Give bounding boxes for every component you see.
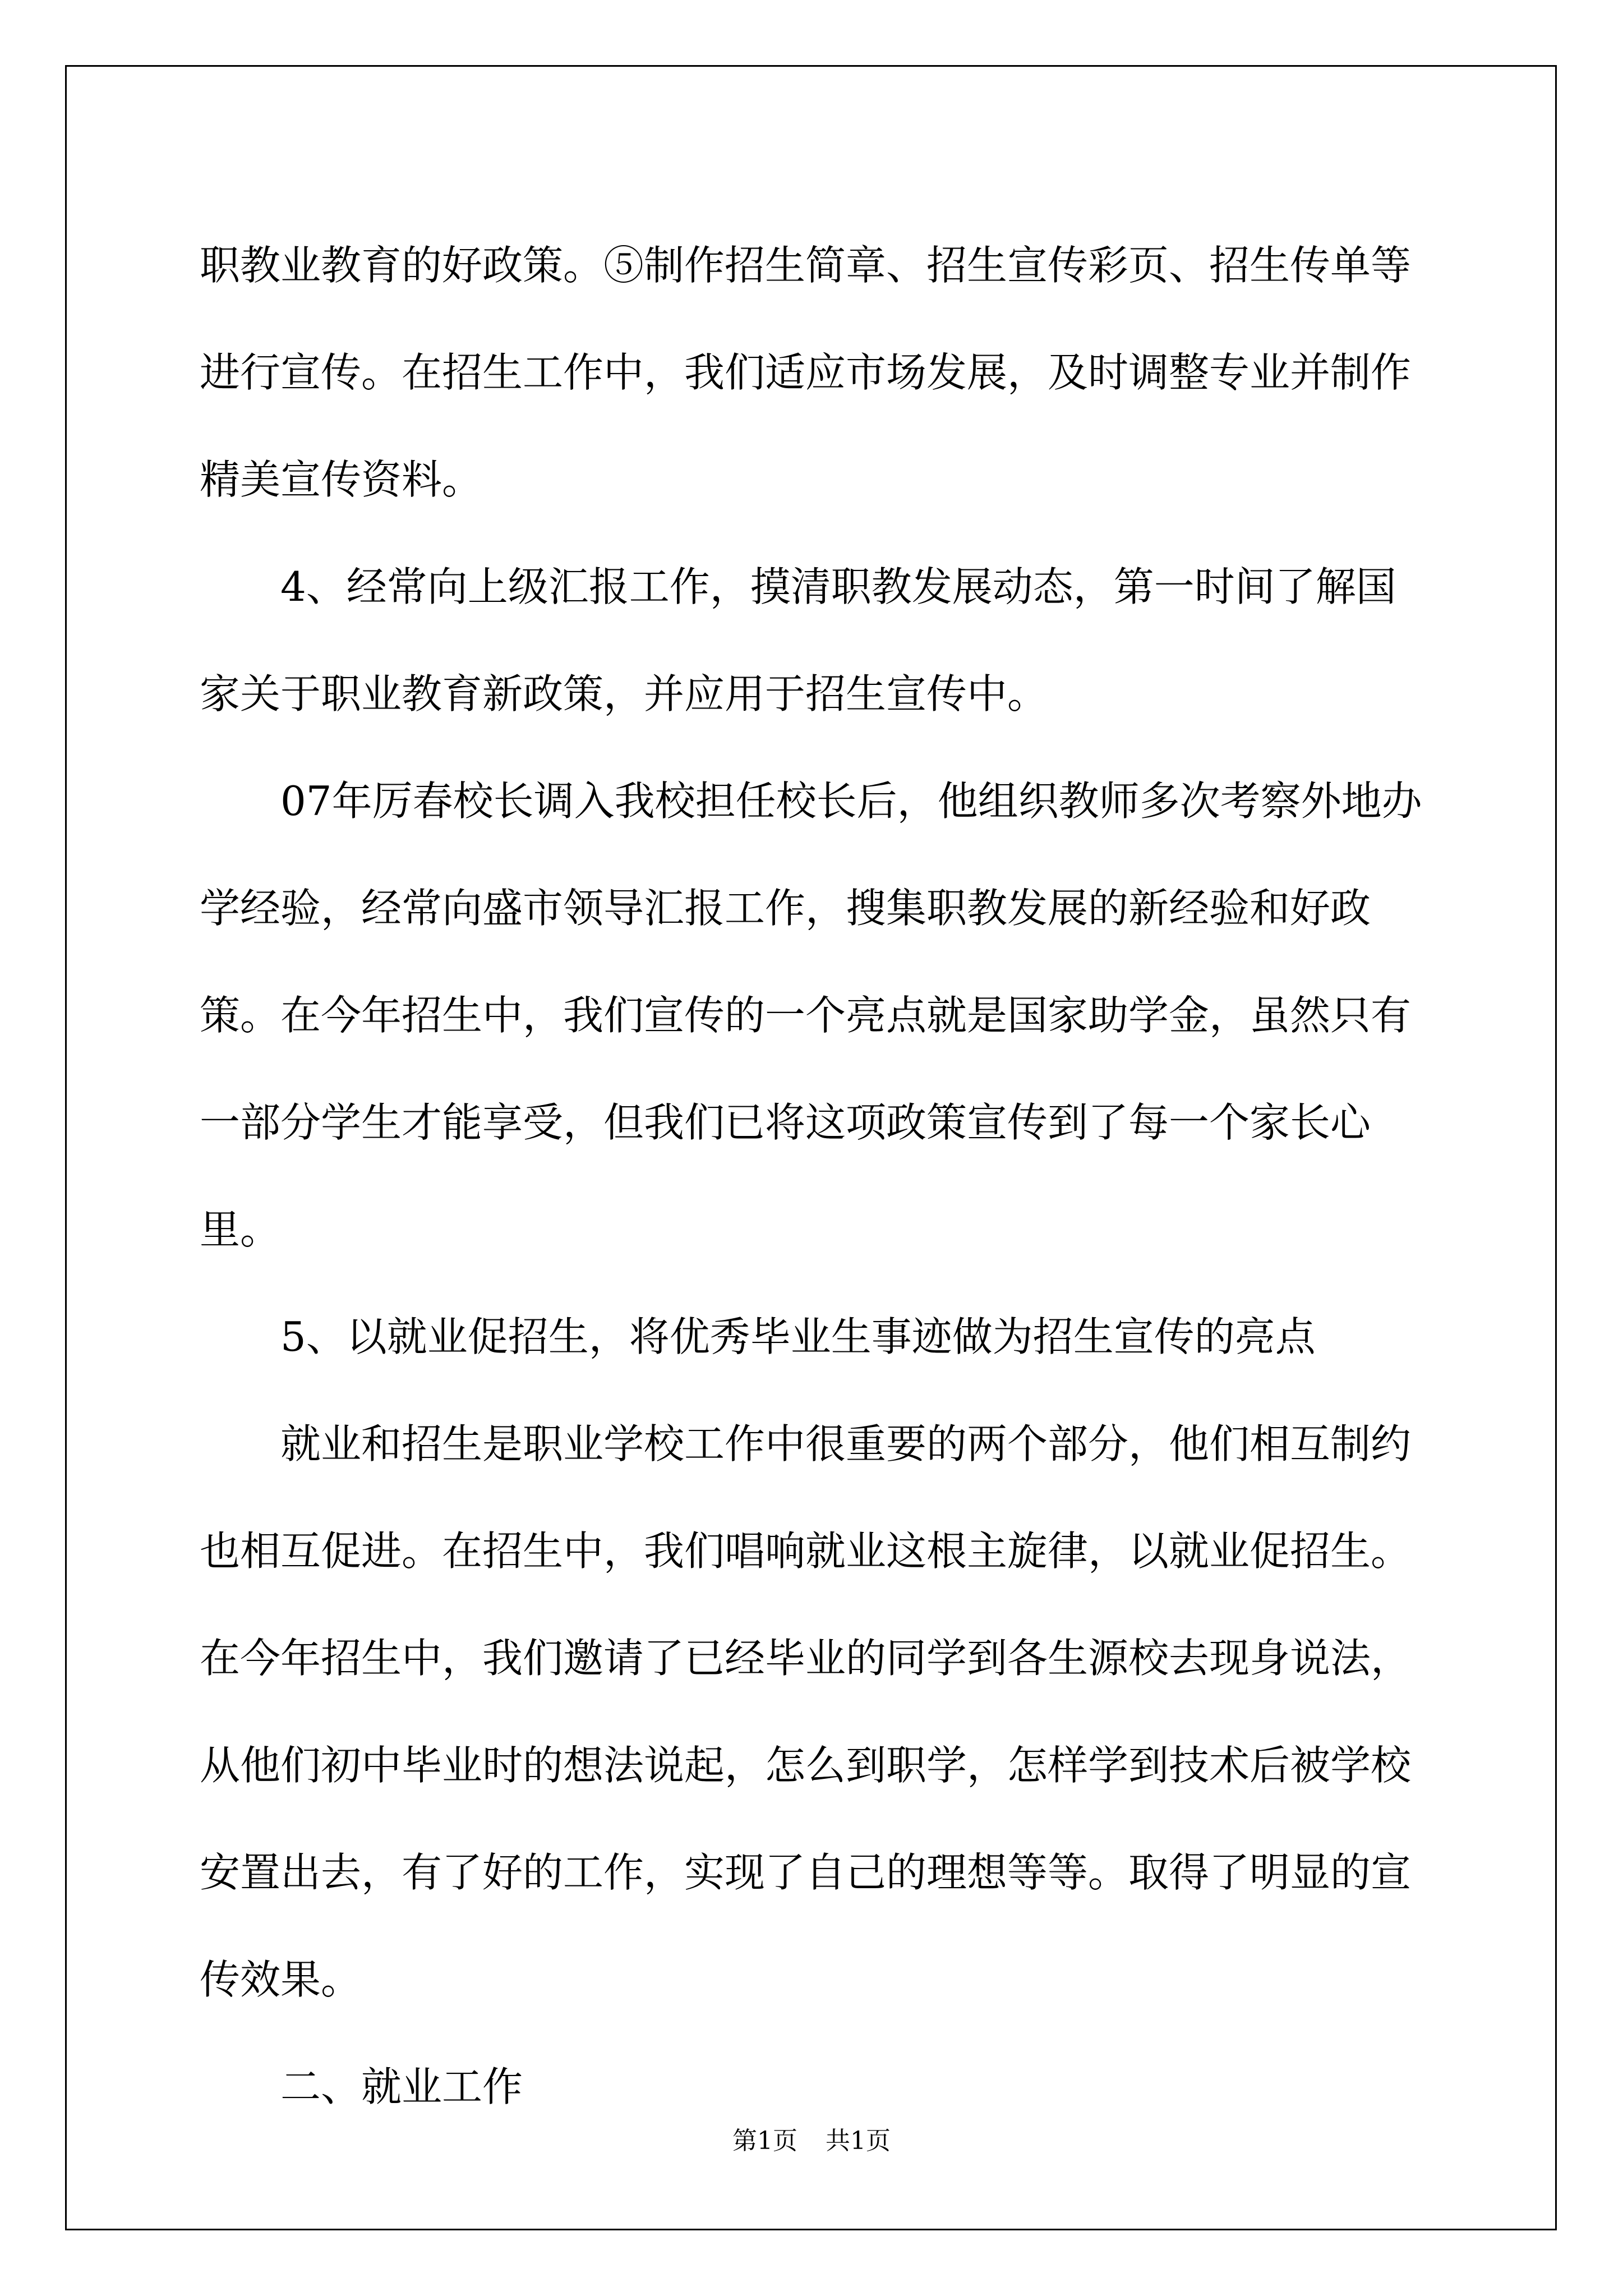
page-total: 共1页 [826,2127,891,2155]
page-number: 第1页 [732,2127,797,2155]
page-footer [0,2120,1623,2156]
document-body [200,212,1428,2141]
paragraph-2: 4、经常向上级汇报工作，摸清职教发展动态，第一时间了解国家关于职业教育新政策，并应用于招生宣传中。 [200,563,1396,717]
paragraph-1: 职教业教育的好政策。⑤制作招生简章、招生宣传彩页、招生传单等进行宣传。在招生工作中，我们适应市场发展，及时调整专业并制作精美宣传资料。 [200,242,1412,503]
paragraph-5: 就业和招生是职业学校工作中很重要的两个部分，他们相互制约也相互促进。在招生中，我们唱响就业这根主旋律，以就业促招生。在今年招生中，我们邀请了已经毕业的同学到各生源校去现身说法，从他们初中毕业时的想法说起，怎么到职学，怎样学到技术后被学校安置出去，有了好的工作，实现了自己的理想等等。取得了明显的宣传效果。 [200,1420,1412,2003]
paragraph-3: 07年厉春校长调入我校担任校长后，他组织教师多次考察外地办学经验，经常向盛市领导汇报工作，搜集职教发展的新经验和好政策。在今年招生中，我们宣传的一个亮点就是国家助学金，虽然只有一部分学生才能享受，但我们已将这项政策宣传到了每一个家长心里。 [200,777,1422,1253]
paragraph-4: 5、以就业促招生，将优秀毕业生事迹做为招生宣传的亮点 [280,1313,1316,1360]
section-heading: 二、就业工作 [280,2063,523,2110]
